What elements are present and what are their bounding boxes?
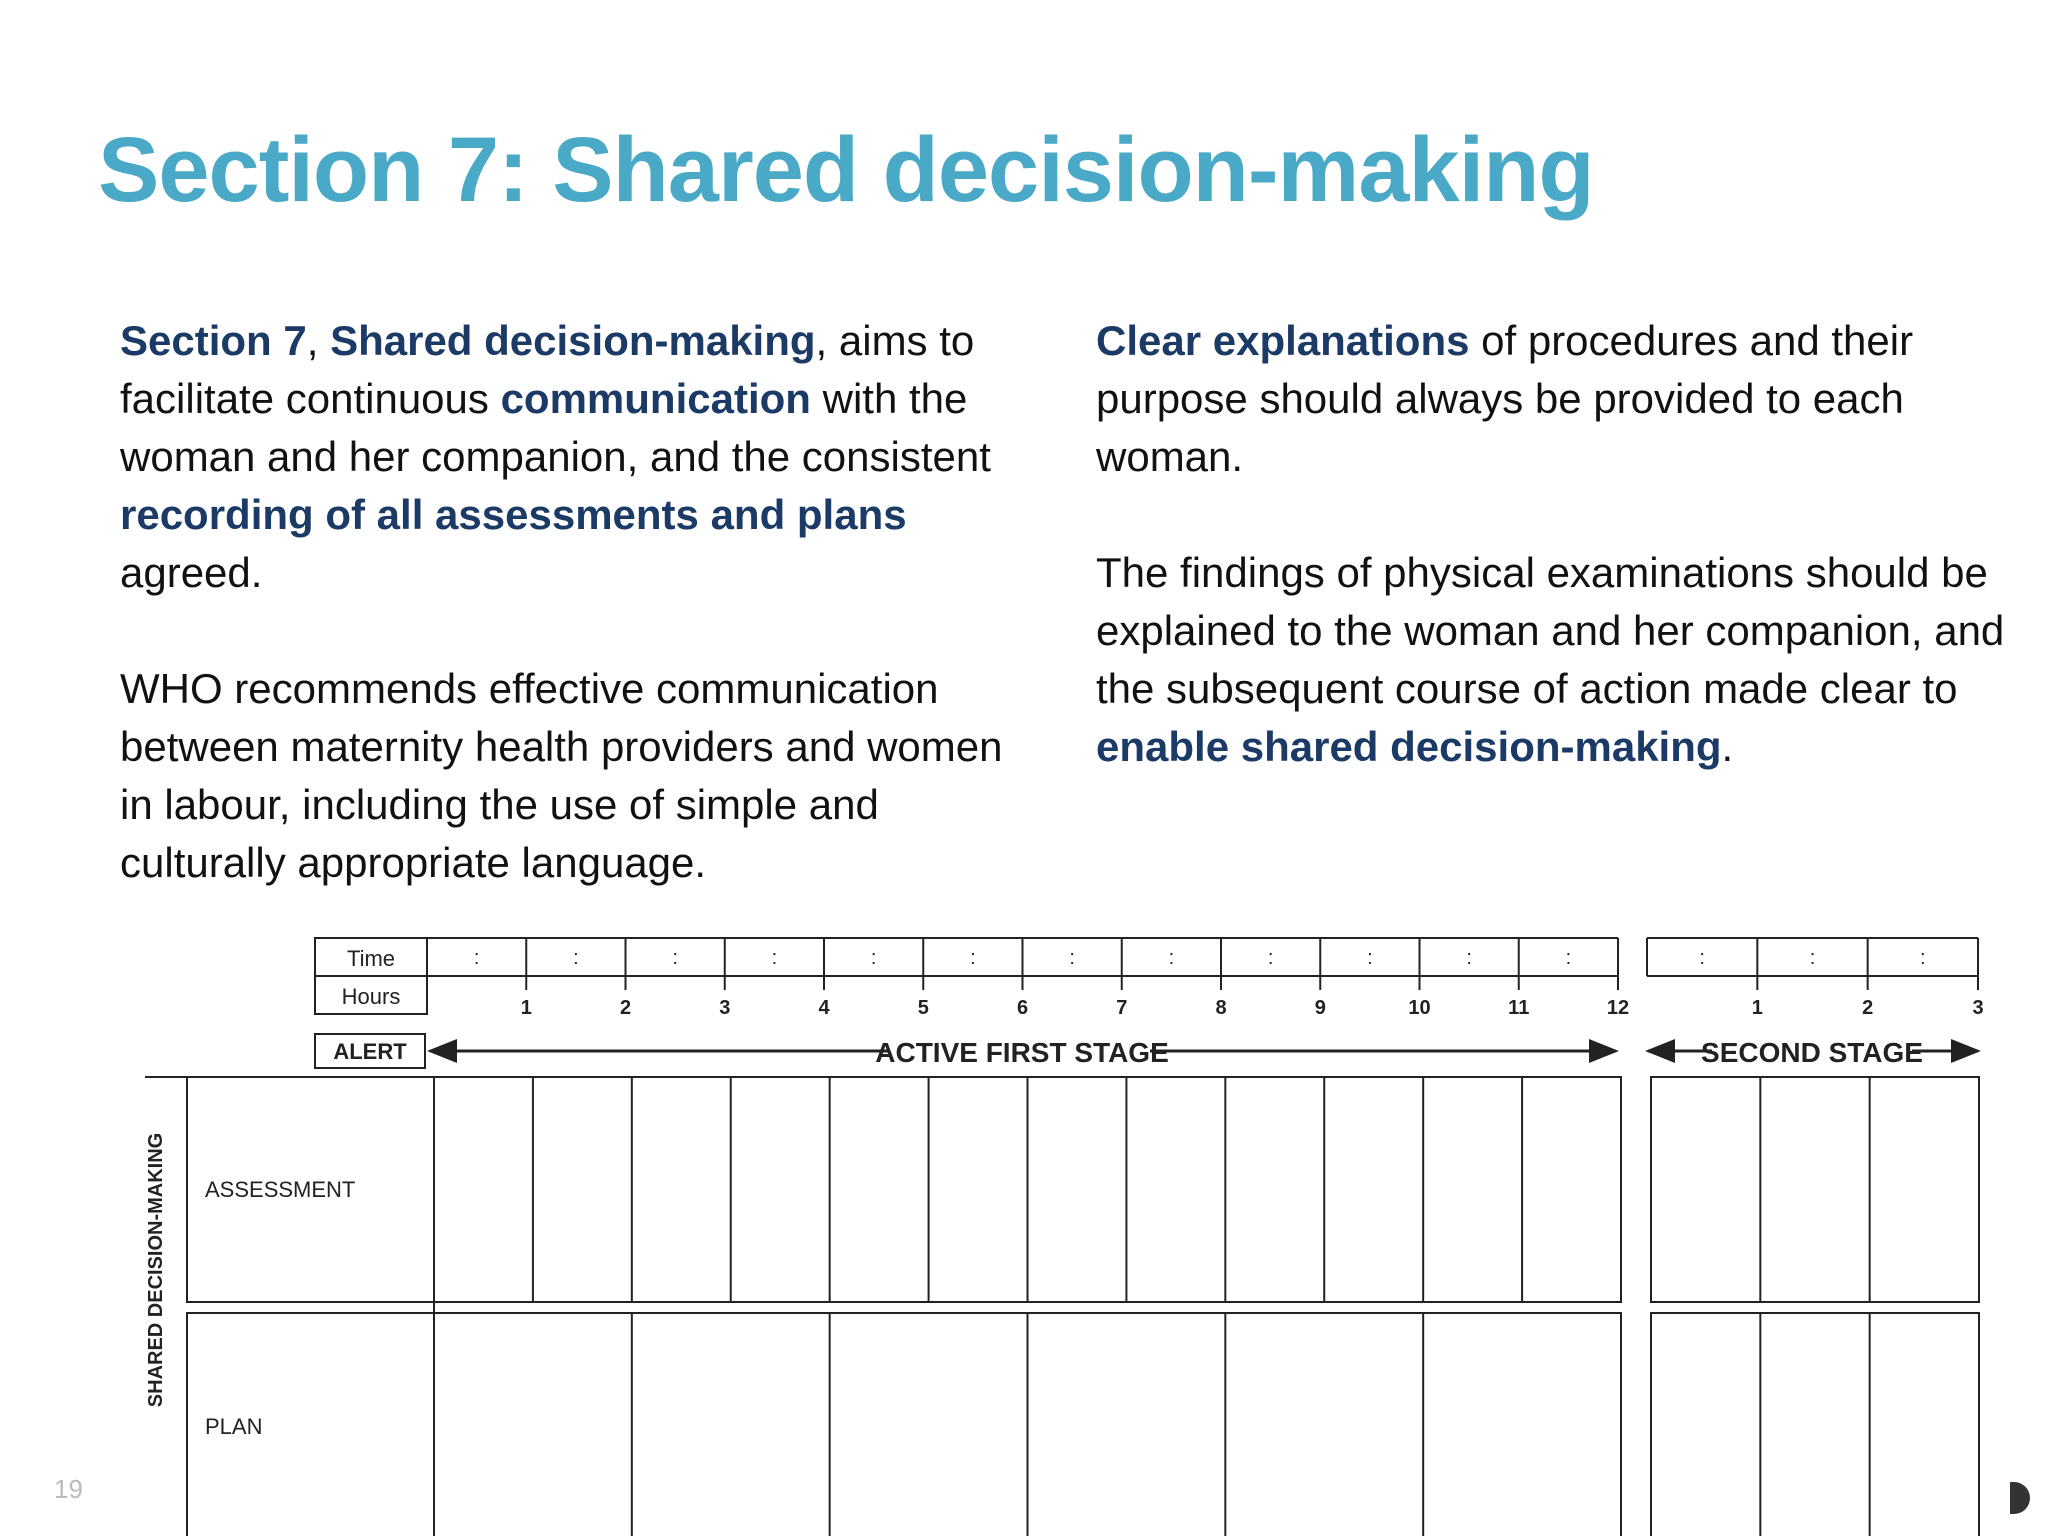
hour-label: 9 — [1314, 997, 1326, 1019]
assessment-row-label: ASSESSMENT — [205, 1177, 356, 1202]
time-slot-colon: : — [1367, 947, 1373, 969]
second-stage-plan-box — [1651, 1313, 1979, 1536]
emphasis-shared-decision-making: Shared decision-making — [330, 317, 816, 364]
time-slot-colon: : — [1466, 947, 1472, 969]
time-slot-colon: : — [573, 947, 579, 969]
assessment-row-box — [187, 1077, 1621, 1302]
hour-label: 3 — [719, 997, 731, 1019]
hour-label: 11 — [1508, 997, 1530, 1019]
hour-label: 6 — [1016, 997, 1029, 1019]
second-stage-hour-label: 1 — [1751, 997, 1763, 1019]
text-run: . — [1721, 723, 1734, 770]
second-stage-hour-label: 3 — [1972, 997, 1984, 1019]
time-slot-colon: : — [1168, 947, 1175, 969]
second-stage-label: SECOND STAGE — [1701, 1037, 1923, 1068]
time-slot-colon: : — [1565, 947, 1572, 969]
second-stage-time-colon: : — [1699, 947, 1705, 969]
second-stage-assessment-box — [1651, 1077, 1979, 1302]
alert-label: ALERT — [333, 1039, 407, 1064]
time-label: Time — [346, 946, 396, 971]
hour-label: 1 — [520, 997, 532, 1019]
plan-row-box — [187, 1313, 1621, 1536]
time-slot-colon: : — [1267, 947, 1274, 969]
page-number: 19 — [54, 1474, 83, 1504]
text-run: The findings of physical examinations should be explained to the woman and her companion, and the subsequent course of action made clear to — [1096, 549, 2005, 712]
emphasis-clear-explanations: Clear explanations — [1096, 317, 1470, 364]
emphasis-communication: communication — [500, 375, 811, 422]
text-run: of procedures and their purpose should always be provided to each woman. — [1096, 317, 1914, 480]
time-slot-colon: : — [771, 947, 778, 969]
time-slot-colon: : — [473, 947, 480, 969]
hour-label: 4 — [818, 997, 830, 1019]
hour-label: 2 — [619, 997, 632, 1019]
shared-decision-making-vertical-label: SHARED DECISION-MAKING — [145, 1132, 167, 1408]
time-slot-colon: : — [1069, 947, 1075, 969]
emphasis-section-7: Section 7 — [120, 317, 307, 364]
text-run: , — [306, 317, 331, 364]
first-stage-label: ACTIVE FIRST STAGE — [875, 1037, 1169, 1068]
plan-row-label: PLAN — [205, 1414, 263, 1439]
text-run: with the woman and her companion, and the consistent — [120, 375, 991, 480]
time-slot-colon: : — [870, 947, 877, 969]
hour-label: 5 — [917, 997, 929, 1019]
second-stage-hour-label: 2 — [1862, 997, 1874, 1019]
hour-label: 10 — [1408, 997, 1431, 1019]
emphasis-recording: recording of all assessments and plans — [120, 491, 907, 538]
time-slot-colon: : — [970, 947, 976, 969]
hour-label: 7 — [1116, 997, 1128, 1019]
hours-label: Hours — [341, 984, 401, 1009]
text-run: agreed. — [120, 549, 263, 596]
second-stage-time-colon: : — [1920, 947, 1926, 969]
hour-label: 12 — [1606, 997, 1630, 1019]
emphasis-enable-shared-decision-making: enable shared decision-making — [1096, 723, 1722, 770]
hour-label: 8 — [1215, 997, 1227, 1019]
slide-title: Section 7: Shared decision-making — [98, 119, 1594, 221]
left-paragraph-2: WHO recommends effective communication between maternity health providers and women in labour, including the use of simple and culturally appropriate language. — [120, 665, 1003, 886]
second-stage-time-colon: : — [1809, 947, 1816, 969]
text-run: , aims to facilitate continuous — [120, 317, 975, 422]
time-slot-colon: : — [672, 947, 678, 969]
